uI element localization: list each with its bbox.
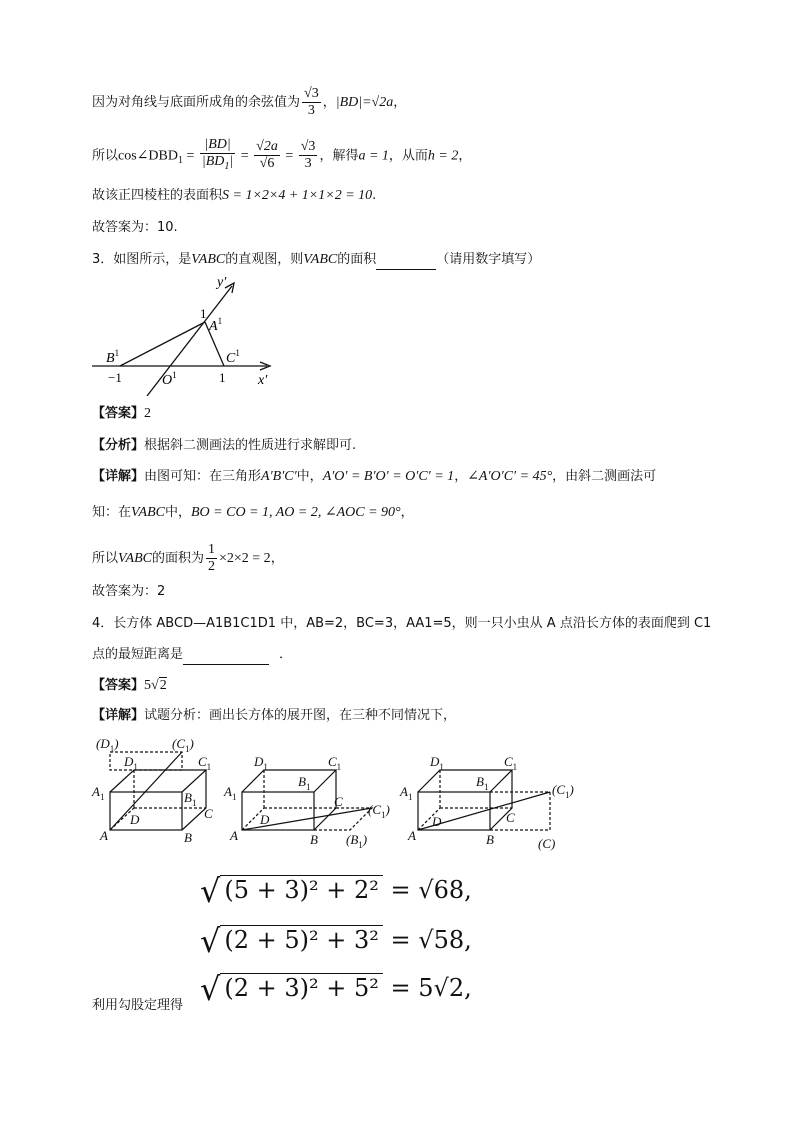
label: B [486,832,494,847]
label: C [506,810,515,825]
fraction [254,139,280,172]
math-bd-value: √2a [371,95,394,110]
label: $D_1$ [124,754,138,772]
answer-value: 2 [144,406,152,421]
label: D [432,814,442,829]
segment-ba [120,322,205,366]
text: 所以 [92,148,119,164]
x-label: x′ [258,373,268,388]
label: $D_1$ [254,754,268,772]
question-4-line-1: 4．长方体 ABCD—A1B1C1D1 中，AB=2，BC=3，AA1=5，则一只小虫从 A 点沿长方体的表面爬到 C1 [92,616,712,631]
label: $(C_1)$ [172,736,194,754]
text: 故该正四棱柱的表面积 [92,188,223,203]
radicand: (2 + 3)² + 5² [220,973,383,1002]
answer-tag: 【答案】 [92,406,145,421]
math-eq: = [281,148,297,164]
question-3 [92,250,540,270]
text: 的面积为 [151,551,204,566]
label: A [100,828,108,843]
text: ， [393,95,407,110]
fraction [299,139,318,172]
math-surface-area: S = 1×2×4 + 1×1×2 = 10 [222,188,373,203]
label: $C_1$ [198,754,212,772]
label: C [334,794,343,809]
formula-3: √ (2 + 3)² + 5² = 5√2, [200,970,472,1008]
subscript: 1 [177,155,183,166]
fraction-denominator: 3 [304,156,312,172]
fraction-numerator: √2a [256,139,278,155]
radicand: (2 + 5)² + 3² [220,925,383,954]
answer-line-10: 故答案为：10. [92,220,178,235]
label: (C) [538,836,556,851]
math-eq: = [237,148,253,164]
fraction-denominator: √6 [259,156,275,172]
label: $B_1$ [184,790,197,808]
fraction-numerator: 1 [208,542,215,557]
text: 因为对角线与底面所成角的余弦值为 [92,95,301,110]
label: A [408,828,416,843]
label-c: $C^1$ [226,348,240,366]
analysis-tag: 【分析】 [92,438,145,453]
label: B [310,832,318,847]
fraction-denominator: 2 [208,559,215,574]
label: $(C_1)$ [552,782,574,800]
math-triangle: A′B′C′ [261,469,297,484]
answer-3 [92,404,151,424]
result: = √68, [390,876,472,904]
math-equation: A′O′ = B′O′ = O′C′ = 1 [322,469,455,484]
text: 点的最短距离是 [92,647,184,662]
fraction-numerator: |BD| [200,137,235,154]
text: 的面积 [337,252,377,267]
math-angle: ∠A′O′C′ = 45° [467,469,553,484]
math-triangle: VABC [118,551,152,566]
radicand: (5 + 3)² + 2² [220,875,383,904]
label-a: $A^1$ [209,316,223,334]
text: ，解得 [319,148,359,164]
label-one-top: 1 [200,306,207,321]
label: $C_1$ [504,754,518,772]
label: C [204,806,213,821]
label-o: $O^1$ [162,370,177,388]
label: D [130,812,140,827]
fraction [206,542,217,575]
text: 知：在 [92,505,132,520]
detail-3-line-4: 故答案为：2 [92,584,166,599]
question-4-line-2 [92,645,292,665]
math-a: a = 1 [358,148,389,164]
fraction-denominator: 3 [307,103,315,118]
subscript: 1 [224,160,230,172]
label: $D_1$ [430,754,444,772]
text: . [372,188,377,203]
fraction-denominator: |BD [201,154,225,169]
text: ， [458,148,472,164]
math-bd: |BD|= [335,95,372,110]
label: $(B_1)$ [346,832,368,850]
label: D [260,812,270,827]
fraction [200,137,235,175]
formula-2: √ (2 + 5)² + 3² = √58, [200,922,472,960]
answer-radicand: 2 [159,678,167,693]
text: ， [270,551,284,566]
label: A [230,828,238,843]
fraction [302,86,321,119]
text: ，由斜二测画法可 [552,469,657,484]
text: 所以 [92,551,119,566]
text: ， [322,95,336,110]
label-one-right: 1 [219,370,226,385]
pythagoras-text: 利用勾股定理得 [92,998,184,1013]
math-triangle: VABC [303,252,338,267]
oblique-axes-figure [92,276,292,396]
math-h: h = 2 [427,148,459,164]
label: $B_1$ [298,774,311,792]
text: 由图可知：在三角形 [144,469,262,484]
label: $A_1$ [400,784,413,802]
text: 的直观图，则 [225,252,304,267]
math-cos: cos∠DBD [118,148,178,164]
detail-tag: 【详解】 [92,708,145,723]
detail-tag: 【详解】 [92,469,145,484]
paragraph-surface-area [92,186,376,206]
text: ，从而 [388,148,428,164]
fraction-numerator: √3 [300,139,316,155]
label: $A_1$ [224,784,237,802]
math-expression: ×2×2 = 2 [219,551,271,566]
math-triangle: VABC [191,252,226,267]
label: $C_1$ [328,754,342,772]
y-arrow [225,283,234,293]
label: B [184,830,192,845]
label: $A_1$ [92,784,105,802]
answer-4: 【答案】5√2 [92,678,167,693]
cuboid-unfold-figures [88,730,588,860]
math-triangle: VABC [131,505,165,520]
label: $(C_1)$ [368,802,390,820]
fraction-numerator: √3 [304,86,319,101]
paragraph-solve [92,137,471,175]
detail-3-line-1 [92,467,656,487]
answer-value: 5 [144,678,152,693]
label-neg-one: −1 [108,370,122,385]
label: $(D_1)$ [96,736,119,754]
label: $B_1$ [476,774,489,792]
math-equation: BO = CO = 1, AO = 2, ∠AOC = 90° [191,505,401,520]
text: ． [279,647,293,662]
answer-tag: 【答案】 [92,678,145,693]
detail-3-line-3 [92,542,284,575]
analysis-3 [92,436,356,456]
text: | [229,154,234,169]
result: = √58, [390,926,472,954]
detail-4 [92,706,456,726]
text: 试题分析：画出长方体的展开图，在三种不同情况下， [144,708,457,723]
label-b: $B^1$ [106,348,120,366]
text: 3．如图所示，是 [92,252,192,267]
text: 根据斜二测画法的性质进行求解即可. [144,438,357,453]
text: （请用数字填写） [436,252,541,267]
answer-blank[interactable] [183,650,269,665]
math-eq: = [182,148,198,164]
text: 中， [164,505,191,520]
answer-blank[interactable] [376,255,436,270]
text: ， [400,505,414,520]
formula-1: √ (5 + 3)² + 2² = √68, [200,872,472,910]
detail-3-line-2 [92,503,414,523]
text: ， [454,469,468,484]
text: 中， [296,469,323,484]
y-label: y′ [217,276,227,290]
paragraph-cosine [92,86,406,119]
result: = 5√2, [390,974,472,1002]
